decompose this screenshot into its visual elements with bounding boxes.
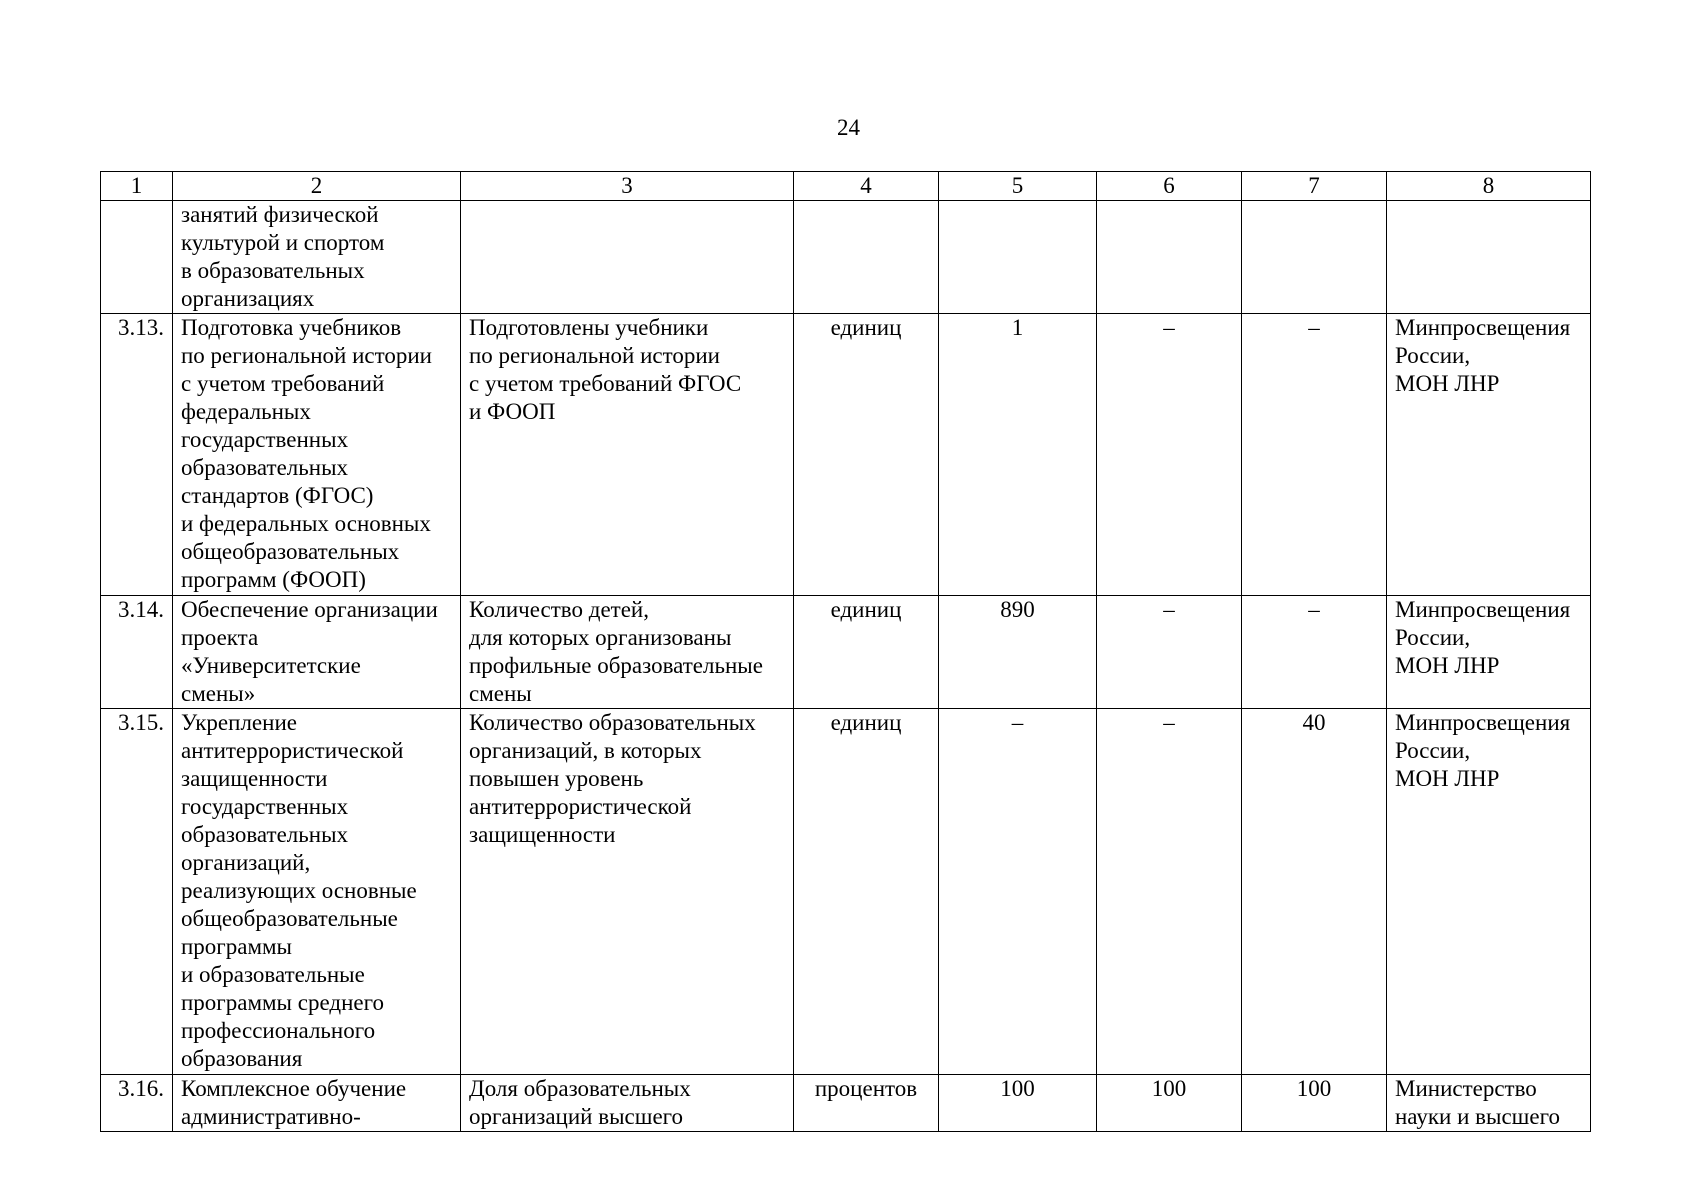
header-col-5: 5 xyxy=(939,172,1097,201)
indicator-cell: Количество детей, для которых организованы профильные образовательные смены xyxy=(461,596,794,709)
responsible-cell xyxy=(1387,201,1591,314)
value-col-6-cell xyxy=(1097,201,1242,314)
measure-name-cell: Подготовка учебников по региональной истории с учетом требований федеральных государственных образовательных стандартов (ФГОС) и федеральных основных общеобразовательных программ (ФООП) xyxy=(173,314,461,596)
table-row xyxy=(101,596,1591,709)
header-row xyxy=(101,172,1591,201)
indicator-cell: Подготовлены учебники по региональной истории с учетом требований ФГОС и ФООП xyxy=(461,314,794,596)
indicator-cell: Количество образовательных организаций, в которых повышен уровень антитеррористической защищенности xyxy=(461,709,794,1075)
row-number-cell: 3.14. xyxy=(101,596,173,709)
value-col-6-cell: 100 xyxy=(1097,1075,1242,1132)
header-col-3: 3 xyxy=(461,172,794,201)
header-col-8: 8 xyxy=(1387,172,1591,201)
unit-cell: процентов xyxy=(794,1075,939,1132)
indicator-cell xyxy=(461,201,794,314)
responsible-cell: Министерство науки и высшего xyxy=(1387,1075,1591,1132)
table-row xyxy=(101,709,1591,1075)
table-row xyxy=(101,201,1591,314)
value-col-5-cell xyxy=(939,201,1097,314)
unit-cell: единиц xyxy=(794,314,939,596)
unit-cell xyxy=(794,201,939,314)
row-number-cell xyxy=(101,201,173,314)
header-col-1: 1 xyxy=(101,172,173,201)
value-col-7-cell xyxy=(1242,201,1387,314)
value-col-5-cell: 890 xyxy=(939,596,1097,709)
header-col-6: 6 xyxy=(1097,172,1242,201)
table-row xyxy=(101,1075,1591,1132)
value-col-5-cell: 100 xyxy=(939,1075,1097,1132)
responsible-cell: Минпросвещения России, МОН ЛНР xyxy=(1387,596,1591,709)
value-col-6-cell: – xyxy=(1097,709,1242,1075)
value-col-6-cell: – xyxy=(1097,596,1242,709)
table-row xyxy=(101,314,1591,596)
row-number-cell: 3.16. xyxy=(101,1075,173,1132)
value-col-7-cell: – xyxy=(1242,314,1387,596)
value-col-5-cell: 1 xyxy=(939,314,1097,596)
measure-name-cell: Обеспечение организации проекта «Университетские смены» xyxy=(173,596,461,709)
measures-table xyxy=(100,171,1591,1132)
measure-name-cell: Комплексное обучение административно- xyxy=(173,1075,461,1132)
value-col-7-cell: 100 xyxy=(1242,1075,1387,1132)
measure-name-cell: занятий физической культурой и спортом в образовательных организациях xyxy=(173,201,461,314)
row-number-cell: 3.15. xyxy=(101,709,173,1075)
measure-name-cell: Укрепление антитеррористической защищенности государственных образовательных организаций, реализующих основные общеобразовательные программы и образовательные программы среднего профессионального образования xyxy=(173,709,461,1075)
page-number: 24 xyxy=(837,115,860,140)
responsible-cell: Минпросвещения России, МОН ЛНР xyxy=(1387,314,1591,596)
value-col-7-cell: – xyxy=(1242,596,1387,709)
value-col-5-cell: – xyxy=(939,709,1097,1075)
row-number-cell: 3.13. xyxy=(101,314,173,596)
value-col-7-cell: 40 xyxy=(1242,709,1387,1075)
unit-cell: единиц xyxy=(794,709,939,1075)
header-col-7: 7 xyxy=(1242,172,1387,201)
value-col-6-cell: – xyxy=(1097,314,1242,596)
header-col-2: 2 xyxy=(173,172,461,201)
responsible-cell: Минпросвещения России, МОН ЛНР xyxy=(1387,709,1591,1075)
indicator-cell: Доля образовательных организаций высшего xyxy=(461,1075,794,1132)
unit-cell: единиц xyxy=(794,596,939,709)
header-col-4: 4 xyxy=(794,172,939,201)
